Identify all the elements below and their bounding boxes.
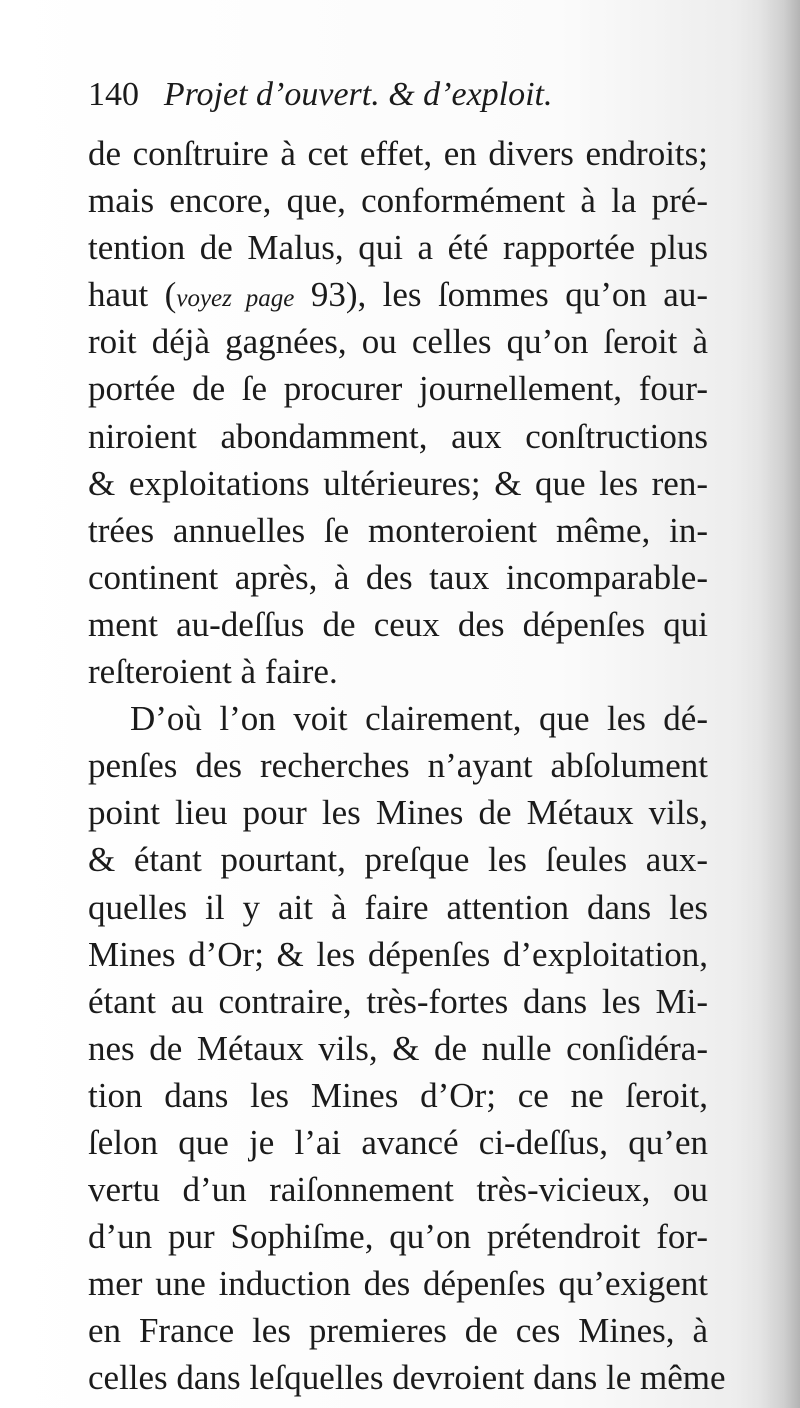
text-line: point lieu pour les Mines de Métaux vils, (88, 793, 708, 833)
text-line: étant au contraire, très-fortes dans les Mi- (88, 981, 708, 1021)
text-line: vertu d’un raiſonnement très-vicieux, ou (88, 1170, 708, 1210)
body-text (88, 130, 726, 1402)
text-line: & exploitations ultérieures; & que les ren- (88, 463, 708, 503)
paragraph-start-line: D’où l’on voit clairement, que les dé- (130, 699, 708, 739)
text-line: Mines d’Or; & les dépenſes d’exploitation, (88, 934, 708, 974)
text-line: tention de Malus, qui a été rapportée plus (88, 228, 708, 268)
text-line: tion dans les Mines d’Or; ce ne ſeroit, (88, 1075, 708, 1115)
page-number: 140 (88, 76, 139, 113)
text-line: en France les premieres de ces Mines, à (88, 1311, 708, 1351)
text-line: ment au-deſſus de ceux des dépenſes qui (88, 604, 708, 644)
text-line: niroient abondamment, aux conſtructions (88, 416, 708, 456)
text-line (88, 271, 708, 318)
text-line: de conſtruire à cet effet, en divers endroits; (88, 134, 708, 173)
text-line: d’un pur Sophiſme, qu’on prétendroit for- (88, 1217, 708, 1257)
text-line: roit déjà gagnées, ou celles qu’on ſeroit à (88, 322, 708, 362)
text-line: mer une induction des dépenſes qu’exigent (88, 1264, 708, 1304)
text-line: quelles il y ait à faire attention dans les (88, 887, 708, 927)
running-title: Projet d’ouvert. & d’exploit. (163, 76, 553, 113)
text-line: continent après, à des taux incomparable- (88, 557, 708, 597)
text-line: penſes des recherches n’ayant abſolument (88, 746, 708, 786)
text-line: celles dans leſquelles devroient dans le même (88, 1358, 726, 1398)
text-line: portée de ſe procurer journellement, four- (88, 369, 708, 409)
page-reference: voyez page (176, 285, 295, 313)
text-line: trées annuelles ſe monteroient même, in- (88, 510, 708, 550)
text-line: mais encore, que, conformément à la pré- (88, 181, 708, 221)
text-line: & étant pourtant, preſque les ſeules aux- (88, 840, 708, 880)
text-line: nes de Métaux vils, & de nulle conſidéra- (88, 1028, 708, 1068)
text-fragment: haut ( (88, 275, 177, 315)
page-edge-shadow (760, 0, 800, 1408)
text-line: ſelon que je l’ai avancé ci-deſſus, qu’en (88, 1122, 708, 1162)
text-fragment: 93), les ſommes qu’on au- (294, 275, 708, 315)
page-header (88, 68, 718, 120)
text-line: reſteroient à faire. (88, 652, 338, 692)
